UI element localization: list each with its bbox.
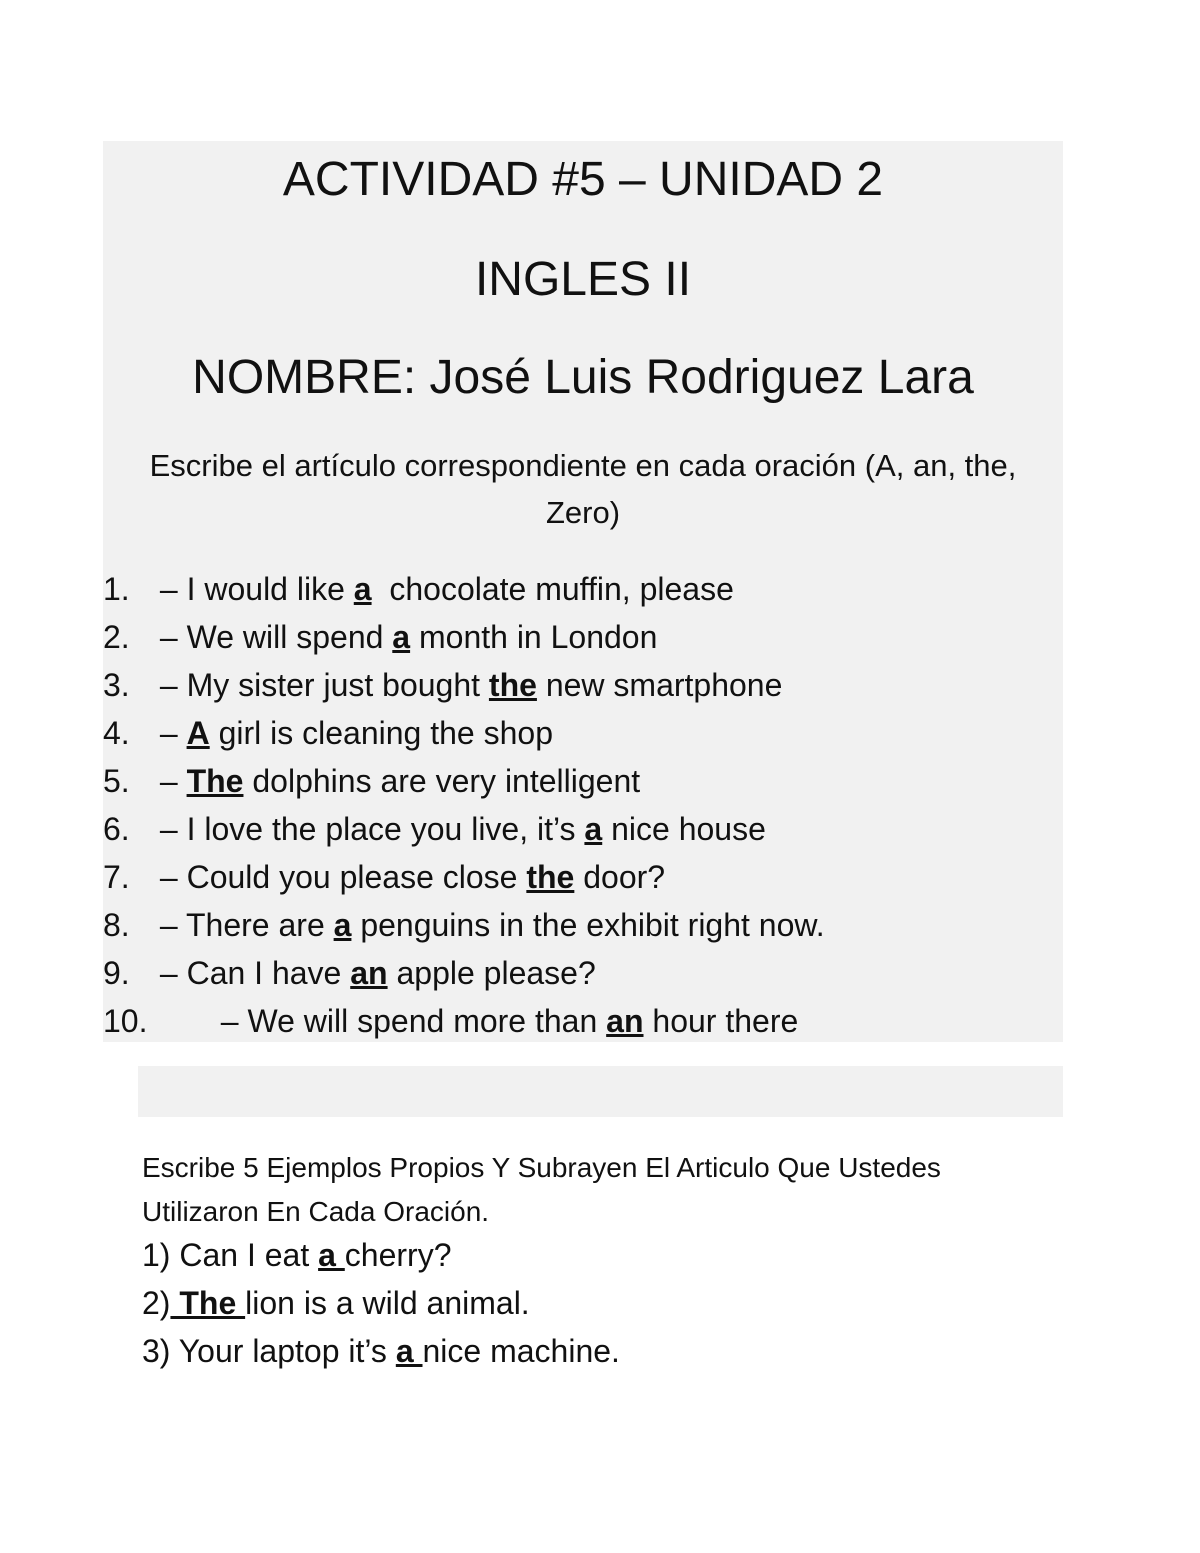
list-item [142,1231,1062,1279]
example-answer: a [395,1333,423,1369]
subject-heading: INGLES II [474,253,692,306]
item-text-after: new smartphone [536,667,783,703]
item-text-after: chocolate muffin, please [371,571,734,607]
item-answer: a [392,619,411,655]
item-text-before: – My sister just bought [151,667,489,703]
list-item [103,997,1063,1045]
item-text-before: – We will spend more than [203,1003,607,1039]
example-text-after: cherry? [344,1237,452,1273]
item-text-before: – I love the place you live, it’s [151,811,585,847]
example-text-after: lion is a wild animal. [245,1285,530,1321]
item-number: 9. [103,955,130,991]
list-item [103,565,1063,613]
item-text-after: month in London [410,619,658,655]
list-item [103,901,1063,949]
item-text-after: penguins in the exhibit right now. [351,907,825,943]
example-text-before: 1) Can I eat [142,1237,319,1273]
item-answer: an [350,955,388,991]
example-text-before: 3) Your laptop it’s [142,1333,396,1369]
item-answer: a [333,907,352,943]
list-item [103,757,1063,805]
item-answer: the [526,859,575,895]
examples-list [142,1231,1062,1375]
item-text-after: dolphins are very intelligent [243,763,641,799]
item-text-after: hour there [643,1003,799,1039]
student-name: NOMBRE: José Luis Rodriguez Lara [192,351,974,404]
item-text-after: door? [574,859,666,895]
item-answer: a [353,571,372,607]
list-item [142,1279,1062,1327]
item-number: 1. [103,571,130,607]
item-answer: a [584,811,603,847]
example-text-after: nice machine. [422,1333,620,1369]
exercise-list [103,565,1063,1045]
example-answer: a [318,1237,345,1273]
item-number: 5. [103,763,130,799]
example-text-before: 2) [142,1285,171,1321]
item-number: 3. [103,667,130,703]
item-text-before: – I would like [151,571,354,607]
item-text-after: nice house [602,811,766,847]
item-text-before: – Can I have [151,955,351,991]
list-item [103,709,1063,757]
item-number: 6. [103,811,130,847]
item-number: 10. [103,1003,148,1039]
exercise-instructions: Escribe el artículo correspondiente en cada oración (A, an, the, Zero) [149,448,1017,530]
item-answer: A [186,715,210,751]
item-answer: an [606,1003,644,1039]
item-answer: The [186,763,244,799]
list-item [103,805,1063,853]
shaded-spacer [138,1066,1063,1117]
example-answer: The [170,1285,246,1321]
list-item [103,853,1063,901]
item-number: 2. [103,619,130,655]
item-number: 7. [103,859,130,895]
item-text-after: apple please? [387,955,596,991]
item-text-before: – We will spend [151,619,393,655]
list-item [103,613,1063,661]
item-text-before: – [151,715,187,751]
item-text-before: – [151,763,187,799]
page-title: ACTIVIDAD #5 – UNIDAD 2 [282,153,884,206]
item-number: 8. [103,907,130,943]
item-text-before: – There are [151,907,334,943]
item-answer: the [488,667,537,703]
list-item [142,1327,1062,1375]
section2-instructions: Escribe 5 Ejemplos Propios Y Subrayen El Articulo Que Ustedes Utilizaron En Cada Oración. [142,1152,941,1227]
list-item [103,661,1063,709]
list-item [103,949,1063,997]
item-text-after: girl is cleaning the shop [209,715,553,751]
item-number: 4. [103,715,130,751]
item-text-before: – Could you please close [151,859,527,895]
